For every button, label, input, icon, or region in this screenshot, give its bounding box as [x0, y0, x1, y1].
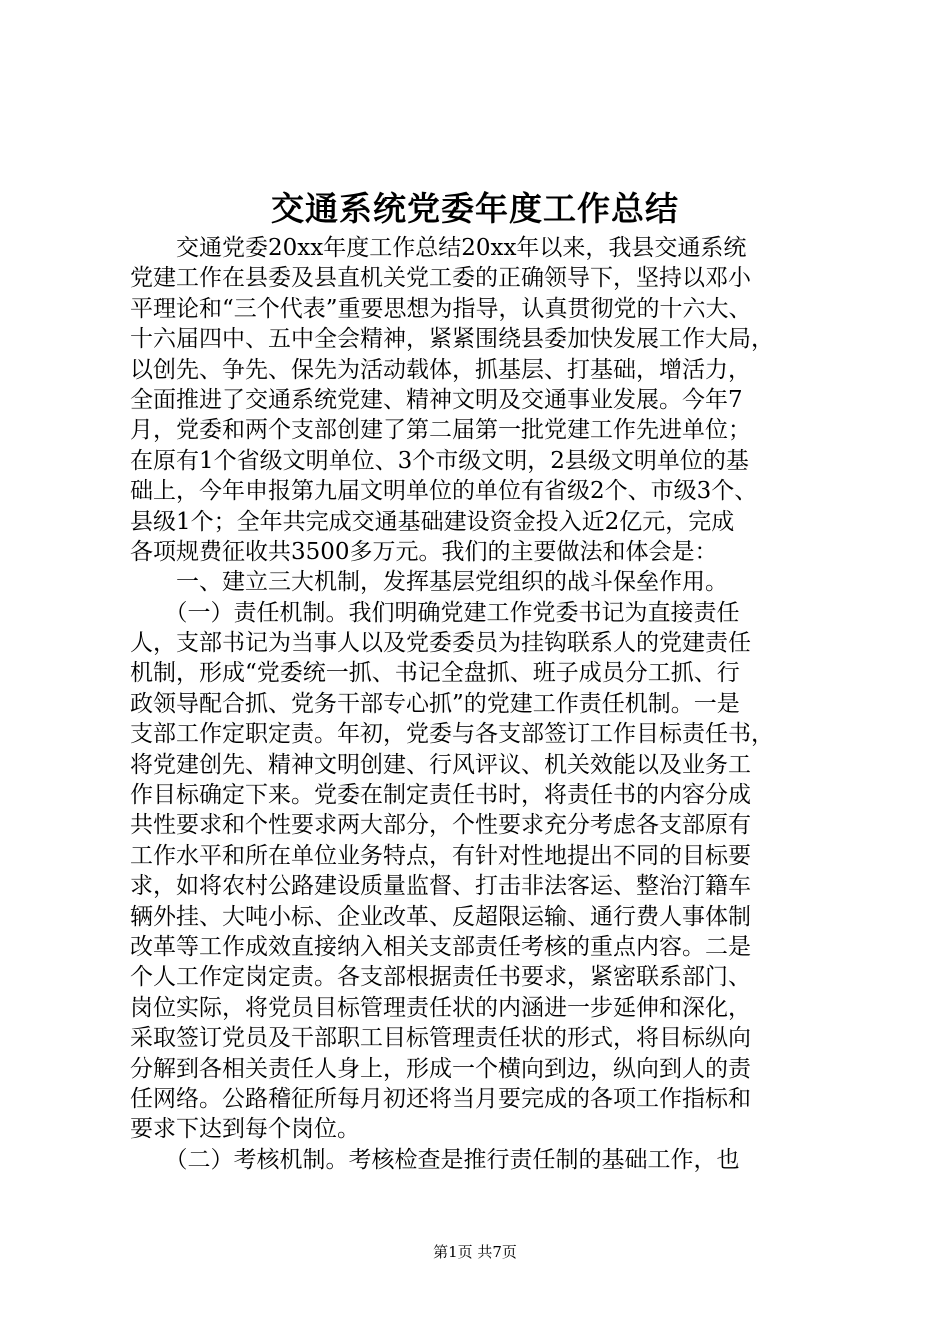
body-line: 党建工作在县委及县直机关党工委的正确领导下，坚持以邓小 — [130, 265, 751, 292]
body-line: 政领导配合抓、党务干部专心抓”的党建工作责任机制。一是 — [130, 690, 740, 717]
body-line: 支部工作定职定责。年初，党委与各支部签订工作目标责任书， — [130, 721, 774, 748]
body-line: 分解到各相关责任人身上，形成一个横向到边，纵向到人的责 — [130, 1055, 751, 1082]
body-line: 机制，形成“党委统一抓、书记全盘抓、班子成员分工抓、行 — [130, 660, 740, 687]
body-line: 将党建创先、精神文明创建、行风评议、机关效能以及业务工 — [130, 751, 751, 778]
body-line: （二）考核机制。考核检查是推行责任制的基础工作，也 — [130, 1146, 740, 1173]
body-line: 在原有1个省级文明单位、3个市级文明，2县级文明单位的基 — [130, 447, 749, 474]
body-line: 个人工作定岗定责。各支部根据责任书要求，紧密联系部门、 — [130, 964, 751, 991]
body-line: 础上，今年申报第九届文明单位的单位有省级2个、市级3个、 — [130, 478, 758, 505]
page-number-footer: 第1页 共7页 — [433, 1243, 517, 1261]
body-line: 任网络。公路稽征所每月初还将当月要完成的各项工作指标和 — [130, 1085, 751, 1112]
body-line: 要求下达到每个岗位。 — [130, 1116, 360, 1143]
body-line: 十六届四中、五中全会精神，紧紧围绕县委加快发展工作大局， — [130, 326, 774, 353]
body-line: 采取签订党员及干部职工目标管理责任状的形式，将目标纵向 — [130, 1025, 751, 1052]
body-line: （一）责任机制。我们明确党建工作党委书记为直接责任 — [130, 599, 740, 626]
body-line: 一、建立三大机制，发挥基层党组织的战斗保垒作用。 — [130, 569, 728, 596]
body-line: 全面推进了交通系统党建、精神文明及交通事业发展。今年7 — [130, 386, 743, 413]
document-body — [130, 233, 830, 1175]
body-line: 平理论和“三个代表”重要思想为指导，认真贯彻党的十六大、 — [130, 295, 752, 322]
body-line: 以创先、争先、保先为活动载体，抓基层、打基础，增活力， — [130, 356, 751, 383]
body-line: 交通党委20xx年度工作总结20xx年以来，我县交通系统 — [130, 235, 747, 261]
document-title: 交通系统党委年度工作总结 — [271, 189, 679, 228]
body-line: 月，党委和两个支部创建了第二届第一批党建工作先进单位； — [130, 417, 751, 444]
body-line: 岗位实际，将党员目标管理责任状的内涵进一步延伸和深化， — [130, 994, 751, 1021]
body-line: 人，支部书记为当事人以及党委委员为挂钩联系人的党建责任 — [130, 630, 751, 657]
body-line: 共性要求和个性要求两大部分，个性要求充分考虑各支部原有 — [130, 812, 751, 839]
body-line: 工作水平和所在单位业务特点，有针对性地提出不同的目标要 — [130, 842, 751, 869]
body-line: 求，如将农村公路建设质量监督、打击非法客运、整治汀籍车 — [130, 873, 751, 900]
body-line: 改革等工作成效直接纳入相关支部责任考核的重点内容。二是 — [130, 933, 751, 960]
body-line: 各项规费征收共3500多万元。我们的主要做法和体会是： — [130, 538, 718, 565]
body-line: 县级1个；全年共完成交通基础建设资金投入近2亿元，完成 — [130, 508, 735, 535]
body-line: 作目标确定下来。党委在制定责任书时，将责任书的内容分成 — [130, 782, 751, 809]
body-line: 辆外挂、大吨小标、企业改革、反超限运输、通行费人事体制 — [130, 903, 751, 930]
